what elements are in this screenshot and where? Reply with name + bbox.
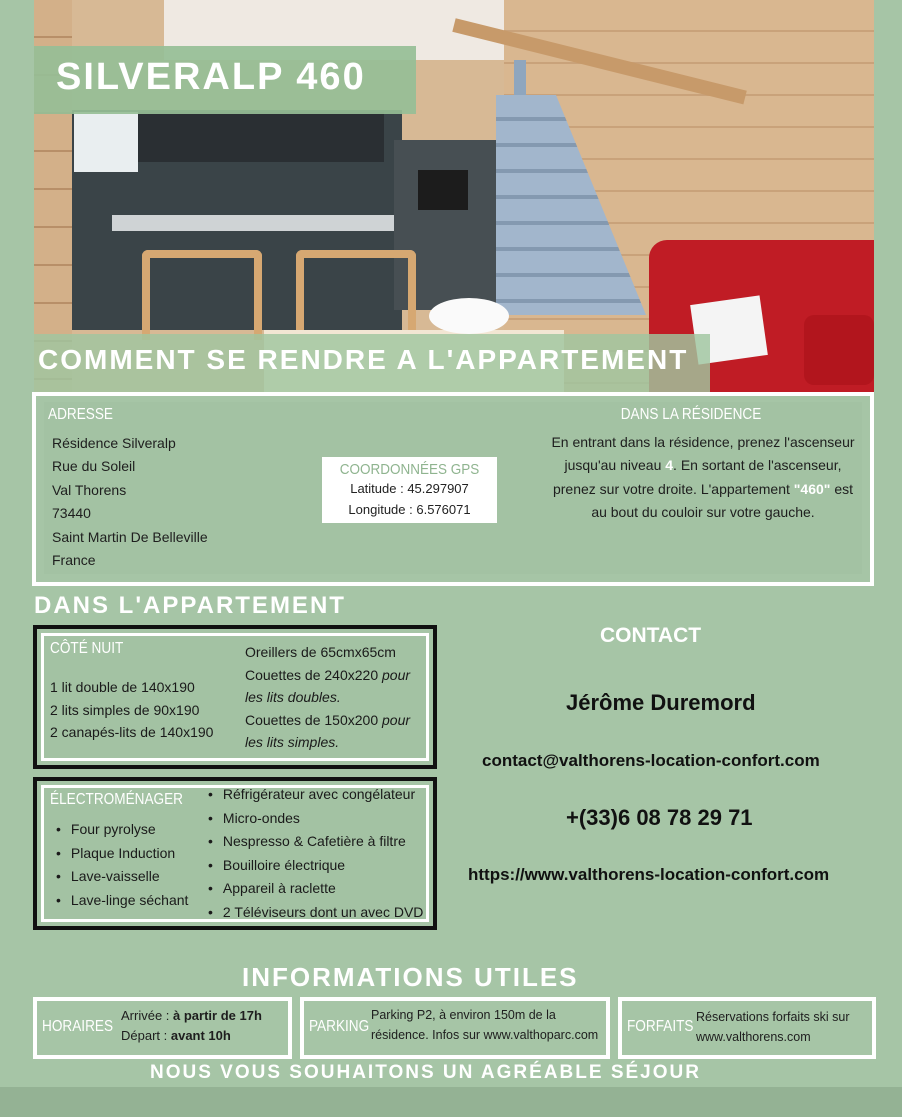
list-item: • Plaque Induction [56, 842, 188, 866]
address-line: Résidence Silveralp [52, 435, 176, 451]
address-line: France [52, 552, 96, 569]
schedule-box [33, 997, 292, 1059]
list-item: • Réfrigérateur avec congélateur [208, 783, 423, 807]
address-line: Val Thorens [52, 481, 127, 498]
gps-longitude: Longitude : 6.576071 [348, 502, 471, 517]
list-item: • 2 Téléviseurs dont un avec DVD [208, 901, 423, 925]
gps-latitude: Latitude : 45.297907 [350, 481, 469, 496]
skipass-box [618, 997, 876, 1059]
address-lines [52, 432, 208, 572]
contact-heading: CONTACT [600, 624, 702, 647]
gps-heading: COORDONNÉES GPS [339, 461, 480, 478]
residence-level: 4 [665, 457, 674, 474]
address-heading: ADRESSE [48, 406, 113, 423]
footer-message: NOUS VOUS SOUHAITONS UN AGRÉABLE SÉJOUR [150, 1062, 701, 1083]
appliances-list-left [56, 818, 188, 912]
apartment-number: "460" [793, 480, 831, 497]
skipass-text: Réservations forfaits ski sur www.valthorens.com [696, 1010, 850, 1044]
parking-box [300, 997, 610, 1059]
address-line: Rue du Soleil [52, 458, 136, 475]
list-item: • Bouilloire électrique [208, 854, 423, 878]
residence-heading: DANS LA RÉSIDENCE [620, 406, 762, 423]
duvet-info-double: Couettes de 240x220 pour les lits doubles. [245, 666, 411, 705]
list-item: • Nespresso & Cafetière à filtre [208, 830, 423, 854]
schedule-text: Arrivée : à partir de 17h Départ : avant 10h [121, 1008, 262, 1043]
parking-text: Parking P2, à environ 150m de la résidence. Infos sur www.valthoparc.com [371, 1008, 599, 1042]
list-item: • Lave-vaisselle [56, 865, 188, 889]
list-item: • Micro-ondes [208, 807, 423, 831]
list-item: • Appareil à raclette [208, 877, 423, 901]
contact-name: Jérôme Duremord [566, 690, 756, 715]
residence-directions: En entrant dans la résidence, prenez l'ascenseur jusqu'au niveau 4. En sortant de l'ascenseur, prenez sur votre droite. L'appartement "460" est au bout du couloir sur votre gauche. [551, 434, 855, 521]
duvet-info-single: Couettes de 150x200 pour les lits simples. [245, 711, 411, 750]
beds-list [50, 676, 213, 744]
night-heading: CÔTÉ NUIT [50, 640, 124, 657]
bedding-info [245, 641, 425, 754]
address-line: Saint Martin De Belleville [52, 528, 208, 545]
schedule-label: HORAIRES [42, 1018, 114, 1035]
bottom-band [0, 1087, 902, 1117]
info-heading: INFORMATIONS UTILES [242, 962, 579, 992]
bed-item: 2 canapés-lits de 140x190 [50, 724, 214, 740]
contact-email[interactable]: contact@valthorens-location-confort.com [482, 751, 820, 770]
appliances-list-right [208, 783, 423, 925]
bed-item: 2 lits simples de 90x190 [50, 701, 200, 718]
skipass-label: FORFAITS [627, 1018, 694, 1035]
directions-heading: COMMENT SE RENDRE A L'APPARTEMENT [34, 334, 710, 392]
list-item: • Four pyrolyse [56, 818, 188, 842]
pillows-info: Oreillers de 65cmx65cm [245, 644, 396, 660]
bed-item: 1 lit double de 140x190 [50, 679, 195, 695]
page-title: SILVERALP 460 [34, 46, 416, 114]
list-item: • Lave-linge séchant [56, 889, 188, 913]
apartment-heading: DANS L'APPARTEMENT [34, 592, 346, 619]
appliances-heading: ÉLECTROMÉNAGER [50, 791, 183, 808]
contact-website[interactable]: https://www.valthorens-location-confort.com [468, 865, 830, 884]
gps-box [322, 457, 497, 523]
parking-label: PARKING [309, 1018, 370, 1035]
address-line: 73440 [52, 505, 91, 522]
contact-phone[interactable]: +(33)6 08 78 29 71 [566, 805, 753, 830]
